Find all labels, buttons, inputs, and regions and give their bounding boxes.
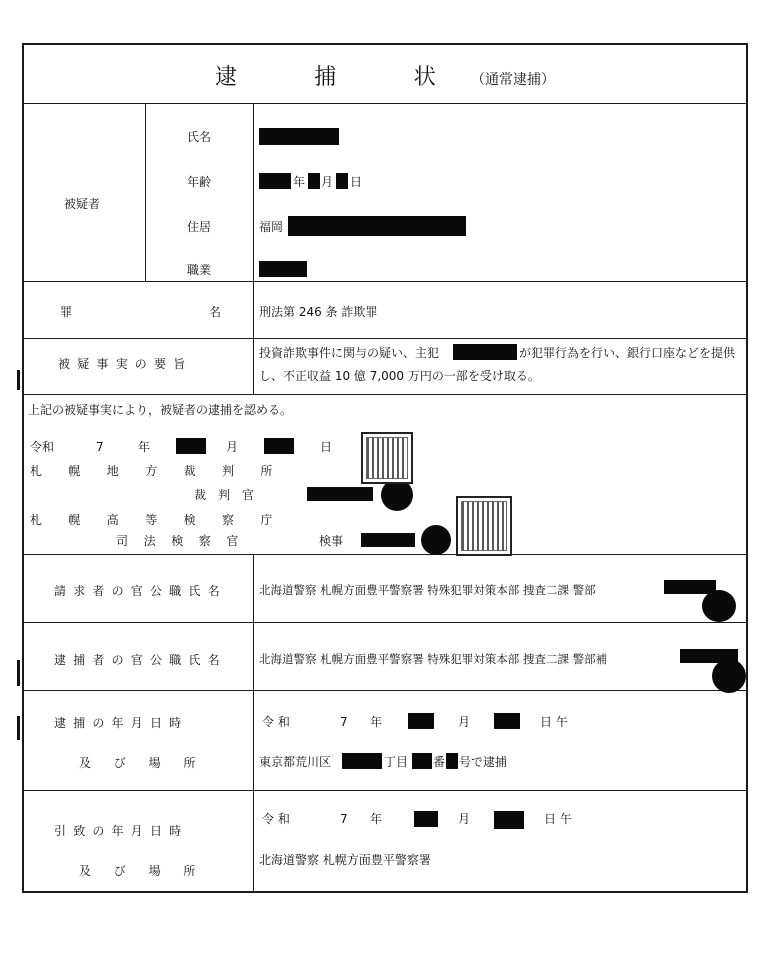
- requester-label: 請求者の官公職氏名: [54, 584, 227, 598]
- redacted-arrest-month: [408, 713, 434, 729]
- arrester-value: 北海道警察 札幌方面豊平警察署 特殊犯罪対策本部 捜査二課 警部補: [259, 652, 608, 666]
- custody-place-label: 及び場所: [79, 864, 219, 878]
- arrest-place-a: 東京都荒川区: [259, 755, 332, 769]
- crime-value: 刑法第 246 条 詐欺罪: [259, 305, 378, 319]
- redacted-arrest-ban: [412, 753, 432, 769]
- crime-label-right: 名: [209, 305, 222, 319]
- age-day-unit: 日: [350, 175, 363, 189]
- redacted-principal: [453, 344, 517, 360]
- redacted-auth-day: [264, 438, 294, 454]
- arrester-label: 逮捕者の官公職氏名: [54, 653, 227, 667]
- facts-line2: し、不正収益 10 億 7,000 万円の一部を受け取る。: [259, 369, 540, 383]
- arrest-warrant-document: [22, 43, 748, 893]
- title-main: 逮 捕 状: [215, 65, 471, 90]
- prosecutor-seal-stamp: [456, 496, 512, 556]
- auth-year-unit: 年: [138, 440, 151, 454]
- scan-mark: [17, 370, 20, 390]
- custody-time-label: 引致の年月日時: [54, 824, 189, 838]
- arrest-place-label: 及び場所: [79, 756, 219, 770]
- redacted-arrest-go: [446, 753, 458, 769]
- scan-mark: [17, 716, 20, 740]
- custody-era: 令 和: [262, 812, 290, 826]
- redacted-birth-year: [259, 173, 291, 189]
- court-name: 札幌地方裁判所: [30, 464, 299, 478]
- arrest-place-d: 号で逮捕: [459, 755, 508, 769]
- arrest-year: 7: [340, 715, 348, 729]
- redacted-custody-day: [494, 811, 524, 829]
- custody-year: 7: [340, 812, 348, 826]
- auth-era: 令和: [30, 440, 55, 454]
- requester-value: 北海道警察 札幌方面豊平警察署 特殊犯罪対策本部 捜査二課 警部: [259, 583, 596, 597]
- custody-place: 北海道警察 札幌方面豊平警察署: [259, 853, 431, 867]
- redacted-auth-month: [176, 438, 206, 454]
- redacted-name: [259, 128, 339, 145]
- redacted-occupation: [259, 261, 307, 277]
- custody-year-unit: 年: [370, 812, 383, 826]
- address-label: 住居: [187, 220, 212, 234]
- redacted-requester-name: [664, 580, 716, 594]
- arrest-era: 令 和: [262, 715, 290, 729]
- redacted-prosecutor-name: [361, 533, 415, 547]
- redacted-arrest-chome: [342, 753, 382, 769]
- redacted-arrest-day: [494, 713, 520, 729]
- arrest-time-label: 逮捕の年月日時: [54, 716, 189, 730]
- arrest-year-unit: 年: [370, 715, 383, 729]
- authorization-statement: 上記の被疑事実により，被疑者の逮捕を認める。: [28, 403, 293, 417]
- scan-mark: [17, 660, 20, 686]
- redacted-arrester-seal: [712, 659, 746, 693]
- facts-line1-a: 投資詐欺事件に関与の疑い、主犯: [259, 346, 440, 360]
- auth-year: 7: [96, 440, 104, 454]
- arrest-place-b: 丁目: [384, 755, 409, 769]
- prosecutor-rank: 検事: [319, 534, 344, 548]
- redacted-requester-seal: [702, 590, 736, 622]
- name-label: 氏名: [187, 130, 212, 144]
- auth-day-unit: 日: [320, 440, 333, 454]
- title-sub: （通常逮捕）: [471, 72, 555, 88]
- court-seal-stamp: [361, 432, 413, 484]
- address-value: 福岡: [259, 220, 284, 234]
- age-month-unit: 月: [321, 175, 334, 189]
- prosecutor-office: 札幌高等検察庁: [30, 513, 299, 527]
- custody-month-unit: 月: [458, 812, 471, 826]
- arrest-month-unit: 月: [458, 715, 471, 729]
- age-label: 年齢: [187, 175, 212, 189]
- redacted-prosecutor-seal: [421, 525, 451, 555]
- occupation-label: 職業: [187, 263, 212, 277]
- redacted-judge-name: [307, 487, 373, 501]
- redacted-custody-month: [414, 811, 438, 827]
- judge-title: 裁判官: [194, 488, 267, 502]
- prosecutor-title: 司法検察官: [116, 534, 255, 548]
- facts-label: 被疑事実の要旨: [58, 357, 193, 371]
- facts-line1-b: が犯罪行為を行い、銀行口座などを提供: [519, 346, 736, 360]
- age-year-unit: 年: [293, 175, 306, 189]
- arrest-place-c: 番: [433, 755, 446, 769]
- redacted-birth-day: [336, 173, 348, 189]
- auth-month-unit: 月: [226, 440, 239, 454]
- custody-day-unit: 日 午: [544, 812, 572, 826]
- redacted-address: [288, 216, 466, 236]
- crime-label-left: 罪: [60, 305, 73, 319]
- suspect-section-label: 被疑者: [64, 197, 101, 211]
- arrest-day-unit: 日 午: [540, 715, 568, 729]
- document-title: [24, 60, 746, 91]
- redacted-birth-month: [308, 173, 320, 189]
